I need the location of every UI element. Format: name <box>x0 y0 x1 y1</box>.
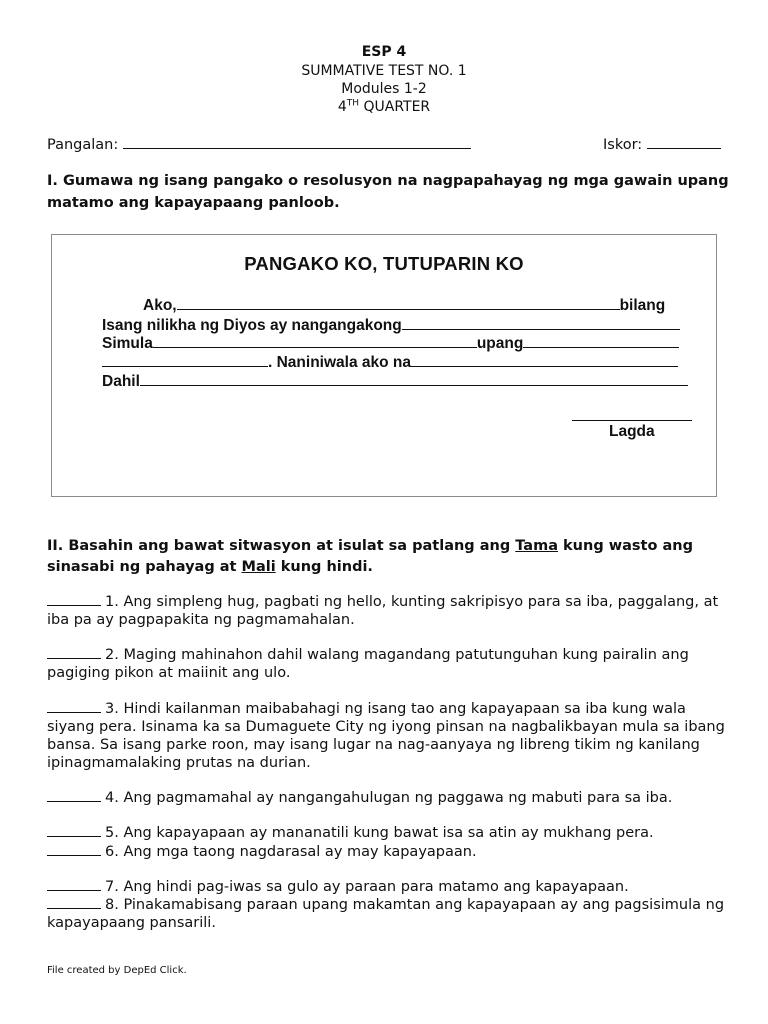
pledge-upang: upang <box>476 335 524 352</box>
question-text-5: 5. Ang kapayapaan ay mananatili kung bawat isa sa atin ay mukhang pera. <box>105 825 654 841</box>
score-label: Iskor: <box>603 137 643 153</box>
quarter-word: QUARTER <box>363 99 431 115</box>
answer-blank-4[interactable] <box>47 789 101 802</box>
pledge-line-4 <box>102 352 678 372</box>
answer-blank-2[interactable] <box>47 646 101 659</box>
question-item-4 <box>47 789 737 807</box>
name-blank[interactable] <box>123 134 471 149</box>
tama-word: Tama <box>515 538 558 554</box>
test-subject-title: ESP 4 <box>361 44 407 60</box>
pledge-promise-blank[interactable] <box>402 315 680 330</box>
pledge-line-1 <box>143 295 665 315</box>
pledge-ako: Ako, <box>143 297 177 314</box>
pledge-nangangakong: Isang nilikha ng Diyos ay nangangakong <box>102 317 402 334</box>
answer-blank-3[interactable] <box>47 700 101 713</box>
footer-credit: File created by DepEd Click. <box>47 965 187 976</box>
answer-blank-1[interactable] <box>47 593 101 606</box>
question-item-6 <box>47 843 737 861</box>
pledge-simula: Simula <box>102 335 153 352</box>
question-text-8: 8. Pinakamabisang paraan upang makamtan ang kapayapaan ay ang pagsisimula ng kapayapaang pansarili. <box>47 897 725 931</box>
pledge-bilang: bilang <box>619 297 666 314</box>
part2-instruction-a: II. Basahin ang bawat sitwasyon at isulat sa patlang ang <box>47 538 516 554</box>
name-label: Pangalan: <box>47 137 119 153</box>
answer-blank-7[interactable] <box>47 878 101 891</box>
pledge-name-blank[interactable] <box>177 295 620 310</box>
question-text-7: 7. Ang hindi pag-iwas sa gulo ay paraan para matamo ang kapayapaan. <box>105 879 629 895</box>
pledge-continue-blank[interactable] <box>102 352 268 367</box>
mali-word: Mali <box>241 559 276 575</box>
signature-line[interactable] <box>572 420 692 421</box>
question-text-6: 6. Ang mga taong nagdarasal ay may kapayapaan. <box>105 844 477 860</box>
signature-label: Lagda <box>609 423 655 440</box>
pledge-box <box>51 234 717 497</box>
name-field[interactable] <box>47 134 471 153</box>
pledge-line-3 <box>102 333 679 353</box>
pledge-start-blank[interactable] <box>153 333 477 348</box>
quarter-number: 4 <box>337 99 347 115</box>
pledge-line-2 <box>102 315 680 335</box>
score-field[interactable] <box>603 134 721 153</box>
question-item-3 <box>47 700 737 772</box>
part2-instruction-b: kung wasto ang sinasabi ng pahayag at <box>47 538 693 575</box>
answer-blank-5[interactable] <box>47 824 101 837</box>
test-title: SUMMATIVE TEST NO. 1 <box>301 63 467 79</box>
pledge-line-5 <box>102 371 688 391</box>
modules-label: Modules 1-2 <box>341 81 427 97</box>
quarter-superscript: TH <box>346 98 360 109</box>
question-text-4: 4. Ang pagmamahal ay nangangahulugan ng paggawa ng mabuti para sa iba. <box>105 790 673 806</box>
part2-instruction-c: kung hindi. <box>275 559 373 575</box>
answer-blank-8[interactable] <box>47 896 101 909</box>
question-item-5 <box>47 824 737 842</box>
question-item-8 <box>47 896 737 932</box>
score-blank[interactable] <box>647 134 721 149</box>
part1-instruction: I. Gumawa ng isang pangako o resolusyon na nagpapahayag ng mga gawain upang matamo ang kapayapaang panloob. <box>47 173 729 211</box>
question-item-2 <box>47 646 737 682</box>
pledge-title: PANGAKO KO, TUTUPARIN KO <box>244 253 524 274</box>
question-text-3: 3. Hindi kailanman maibabahagi ng isang tao ang kapayapaan sa iba kung wala siyang pera. Isinama ka sa Dumaguete City ng iyong pinsan na nagbalikbayan mula sa ibang bansa. Sa isang parke roon, may isang lugar na nag-aanyaya ng libreng tikim ng kanilang ipinagmamalaking prutas na durian. <box>47 701 725 771</box>
question-text-1: 1. Ang simpleng hug, pagbati ng hello, kunting sakripisyo para sa iba, paggalang, at iba pa ay pagpapakita ng pagmamahalan. <box>47 594 719 628</box>
question-text-2: 2. Maging mahinahon dahil walang magandang patutunguhan kung pairalin ang pagiging pikon at maiinit ang ulo. <box>47 647 689 681</box>
question-item-7 <box>47 878 737 896</box>
pledge-dahil: Dahil <box>102 373 140 390</box>
pledge-naniniwala: . Naniniwala ako na <box>268 354 411 371</box>
question-item-1 <box>47 593 737 629</box>
part2-instruction <box>47 536 737 578</box>
pledge-purpose-blank[interactable] <box>523 333 679 348</box>
pledge-reason-blank[interactable] <box>140 371 688 386</box>
quarter-label <box>0 99 768 116</box>
pledge-belief-blank[interactable] <box>411 352 678 367</box>
answer-blank-6[interactable] <box>47 843 101 856</box>
